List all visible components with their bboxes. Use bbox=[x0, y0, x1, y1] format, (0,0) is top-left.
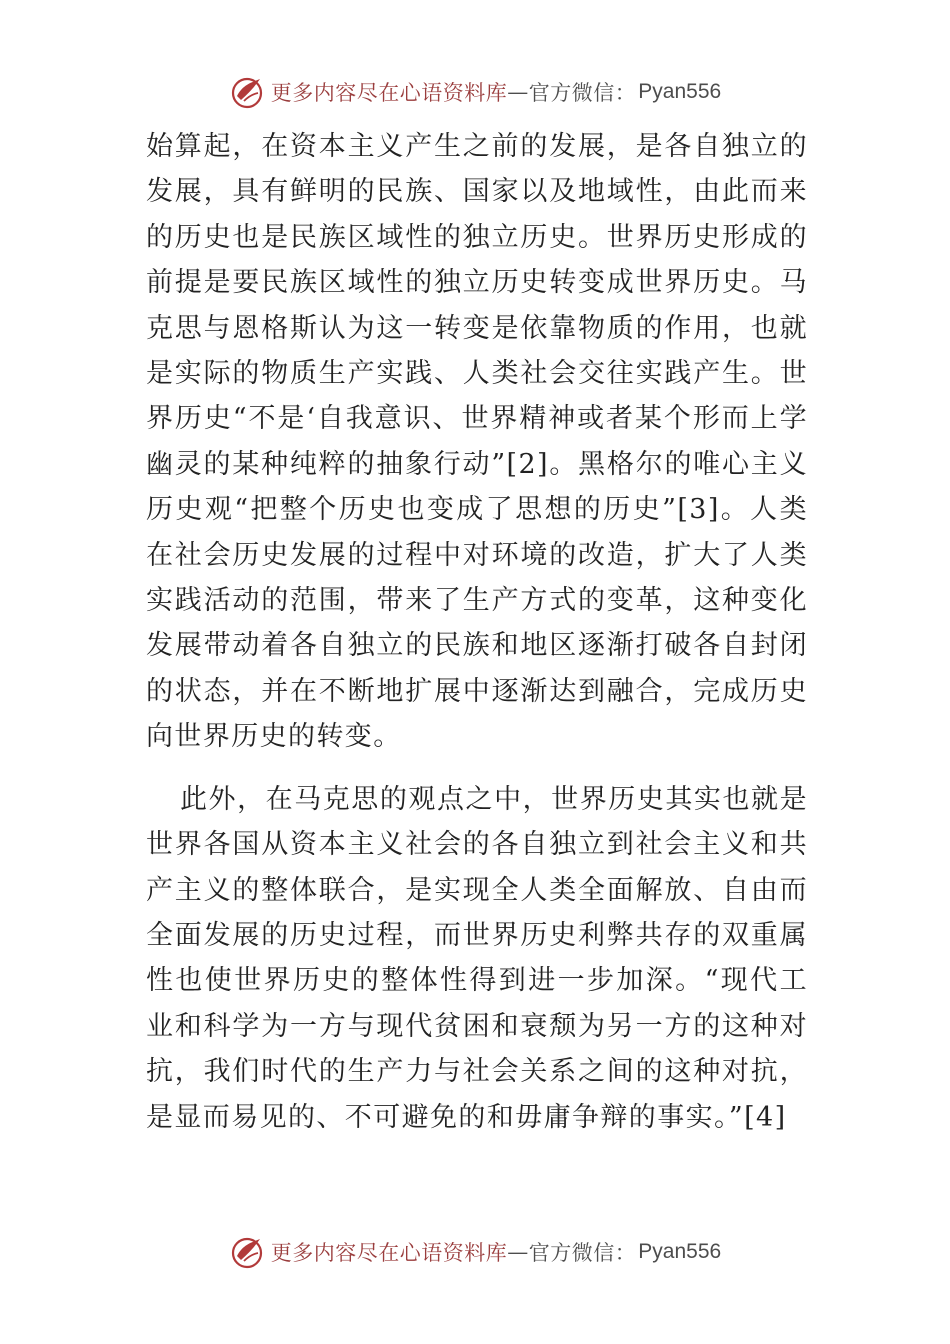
banner-site-name: 更多内容尽在心语资料库 bbox=[270, 81, 508, 105]
banner-separator: — bbox=[507, 1240, 529, 1264]
brand-logo-icon bbox=[229, 1234, 265, 1270]
banner-wechat-label: 官方微信： bbox=[528, 1241, 637, 1265]
banner-wechat-id: Pyan556 bbox=[638, 1240, 722, 1263]
header-banner bbox=[0, 72, 950, 112]
banner-wechat-id: Pyan556 bbox=[638, 80, 722, 103]
paragraph-2: 此外，在马克思的观点之中，世界历史其实也就是世界各国从资本主义社会的各自独立到社会主义和共产主义的整体联合，是实现全人类全面解放、自由而全面发展的历史过程，而世界历史利弊共存的双重属性也使世界历史的整体性得到进一步加深。“现代工业和科学为一方与现代贫困和衰颓为另一方的这种对抗，我们时代的生产力与社会关系之间的这种对抗，是显而易见的、不可避免的和毋庸争辩的事实。”[4] bbox=[146, 783, 808, 1133]
footer-banner bbox=[0, 1232, 950, 1272]
banner-separator: — bbox=[507, 80, 529, 104]
brand-logo-icon bbox=[229, 74, 265, 110]
banner-wechat-label: 官方微信： bbox=[528, 81, 637, 105]
paragraph-1: 始算起，在资本主义产生之前的发展，是各自独立的发展，具有鲜明的民族、国家以及地域性，由此而来的历史也是民族区域性的独立历史。世界历史形成的前提是要民族区域性的独立历史转变成世界历史。马克思与恩格斯认为这一转变是依靠物质的作用，也就是实际的物质生产实践、人类社会交往实践产生。世界历史“不是‘自我意识、世界精神或者某个形而上学幽灵的某种纯粹的抽象行动”[2]。黑格尔的唯心主义历史观“把整个历史也变成了思想的历史”[3]。人类在社会历史发展的过程中对环境的改造，扩大了人类实践活动的范围，带来了生产方式的变革，这种变化发展带动着各自独立的民族和地区逐渐打破各自封闭的状态，并在不断地扩展中逐渐达到融合，完成历史向世界历史的转变。 bbox=[146, 131, 808, 753]
banner-site-name: 更多内容尽在心语资料库 bbox=[270, 1241, 508, 1265]
document-body bbox=[146, 124, 808, 1140]
